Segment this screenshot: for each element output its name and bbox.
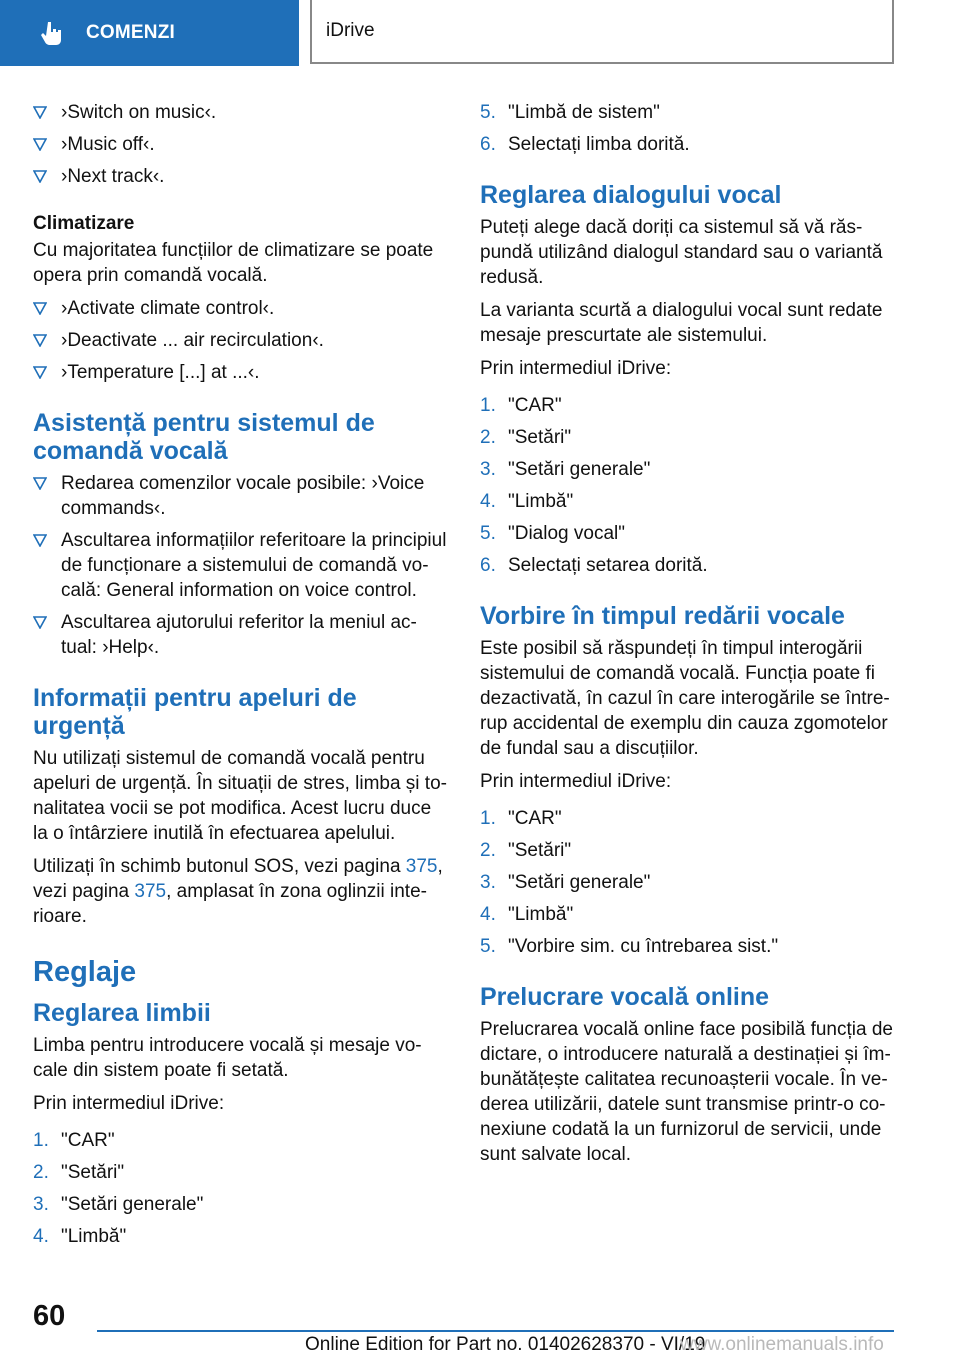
sos-text: Utilizați în schimb butonul SOS, vezi pagina 375, vezi pagina 375, amplasat în zona oglinzii inte- rioare.	[33, 856, 443, 927]
list-item: 2. "Setări"	[480, 840, 572, 861]
list-item: 3. "Setări generale"	[480, 459, 651, 480]
bullet-triangle-icon	[33, 534, 47, 547]
idrive-intro: Prin intermediul iDrive:	[480, 358, 672, 379]
assist-heading: Asistență pentru sistemul de comandă vocală	[33, 409, 375, 465]
list-item: 4. "Limbă"	[33, 1226, 127, 1247]
language-steps	[33, 1128, 449, 1249]
list-item: 3. "Setări generale"	[33, 1194, 204, 1215]
list-item: ›Deactivate ... air recirculation‹.	[33, 328, 449, 353]
bullet-triangle-icon	[33, 106, 47, 119]
idrive-intro: Prin intermediul iDrive:	[33, 1093, 225, 1114]
list-item: 1. "CAR"	[480, 395, 562, 416]
assist-list	[33, 471, 449, 660]
footer-divider	[97, 1330, 894, 1332]
list-item: ›Switch on music‹.	[33, 100, 449, 125]
list-item: 3. "Setări generale"	[480, 872, 651, 893]
barge-steps	[480, 806, 896, 959]
chapter-header	[310, 0, 894, 64]
left-column	[33, 100, 449, 1256]
bullet-triangle-icon	[33, 616, 47, 629]
online-text: Prelucrarea vocală online face posibilă funcția de dictare, o introducere naturală a destinației și îm- bunătățește calitatea recunoașterii vocale. În ve- derea utilizării, datele sunt transmise printr-o co- nexiune codată la un furnizorul de servicii, unde sunt salvate local.	[480, 1019, 893, 1165]
bullet-triangle-icon	[33, 334, 47, 347]
dialog-text-1: Puteți alege dacă doriți ca sistemul să vă răs- pundă utilizând dialogul standard sau o variantă redusă.	[480, 217, 883, 288]
bullet-triangle-icon	[33, 477, 47, 490]
list-item: 1. "CAR"	[480, 808, 562, 829]
edition-text: Online Edition for Part no. 01402628370 - VI/19	[305, 1334, 706, 1355]
music-commands-list	[33, 100, 449, 189]
dialog-steps	[480, 393, 896, 578]
list-item: 4. "Limbă"	[480, 491, 574, 512]
page-link[interactable]: 375	[134, 881, 167, 902]
list-item: 2. "Setări"	[33, 1162, 125, 1183]
list-item: ›Next track‹.	[33, 164, 449, 189]
list-item: 1. "CAR"	[33, 1130, 115, 1151]
list-item: 6. Selectați setarea dorită.	[480, 555, 708, 576]
idrive-intro: Prin intermediul iDrive:	[480, 771, 672, 792]
dialog-text-2: La varianta scurtă a dialogului vocal sunt redate mesaje prescurtate ale sistemului.	[480, 300, 883, 346]
list-item: ›Music off‹.	[33, 132, 449, 157]
page-link[interactable]: 375	[405, 856, 438, 877]
bullet-triangle-icon	[33, 302, 47, 315]
reglaje-heading: Reglaje	[33, 956, 137, 988]
list-item: Redarea comenzilor vocale posibile: ›Voice commands‹.	[33, 471, 449, 521]
climate-title: Climatizare	[33, 213, 135, 234]
list-item: 5. "Vorbire sim. cu întrebarea sist."	[480, 936, 779, 957]
section-label: COMENZI	[86, 22, 176, 43]
climate-intro: Cu majoritatea funcțiilor de climatizare se poate opera prin comandă vocală.	[33, 240, 434, 286]
watermark: www.onlinemanuals.info	[680, 1334, 884, 1355]
right-column	[480, 100, 896, 1175]
bullet-triangle-icon	[33, 170, 47, 183]
barge-heading: Vorbire în timpul redării vocale	[480, 602, 845, 630]
page-number: 60	[33, 1300, 66, 1332]
section-tab	[0, 0, 299, 66]
list-item: 2. "Setări"	[480, 427, 572, 448]
language-heading: Reglarea limbii	[33, 999, 211, 1027]
list-item: Ascultarea ajutorului referitor la meniul ac- tual: ›Help‹.	[33, 610, 449, 660]
language-steps-continued	[480, 100, 896, 157]
bullet-triangle-icon	[33, 366, 47, 379]
list-item: ›Activate climate control‹.	[33, 296, 449, 321]
list-item: Ascultarea informațiilor referitoare la principiul de funcționare a sistemului de comandă vo- cală: General information on voice control.	[33, 528, 449, 603]
chapter-label: iDrive	[326, 20, 375, 41]
online-heading: Prelucrare vocală online	[480, 983, 770, 1011]
bullet-triangle-icon	[33, 138, 47, 151]
language-text: Limba pentru introducere vocală și mesaje vo- cale din sistem poate fi setată.	[33, 1035, 422, 1081]
list-item: 6. Selectați limba dorită.	[480, 134, 690, 155]
list-item: 5. "Limbă de sistem"	[480, 102, 660, 123]
barge-text: Este posibil să răspundeți în timpul interogării sistemului de comandă vocală. Funcția poate fi dezactivată, în cazul în care interogările se între- rup accidental de exemplu din cauza zgomotelor de fundal sau a discuțiilor.	[480, 638, 890, 759]
list-item: ›Temperature [...] at ...‹.	[33, 360, 449, 385]
list-item: 4. "Limbă"	[480, 904, 574, 925]
hand-pointer-icon	[38, 19, 66, 47]
emergency-text: Nu utilizați sistemul de comandă vocală pentru apeluri de urgență. În situații de stres, limba și to- nalitatea vocii se pot modifica. Acest lucru duce la o întârziere inutilă în efectuarea apelului.	[33, 748, 447, 844]
dialog-heading: Reglarea dialogului vocal	[480, 181, 782, 209]
climate-commands-list	[33, 296, 449, 385]
emergency-heading: Informații pentru apeluri de urgență	[33, 684, 357, 740]
list-item: 5. "Dialog vocal"	[480, 523, 625, 544]
